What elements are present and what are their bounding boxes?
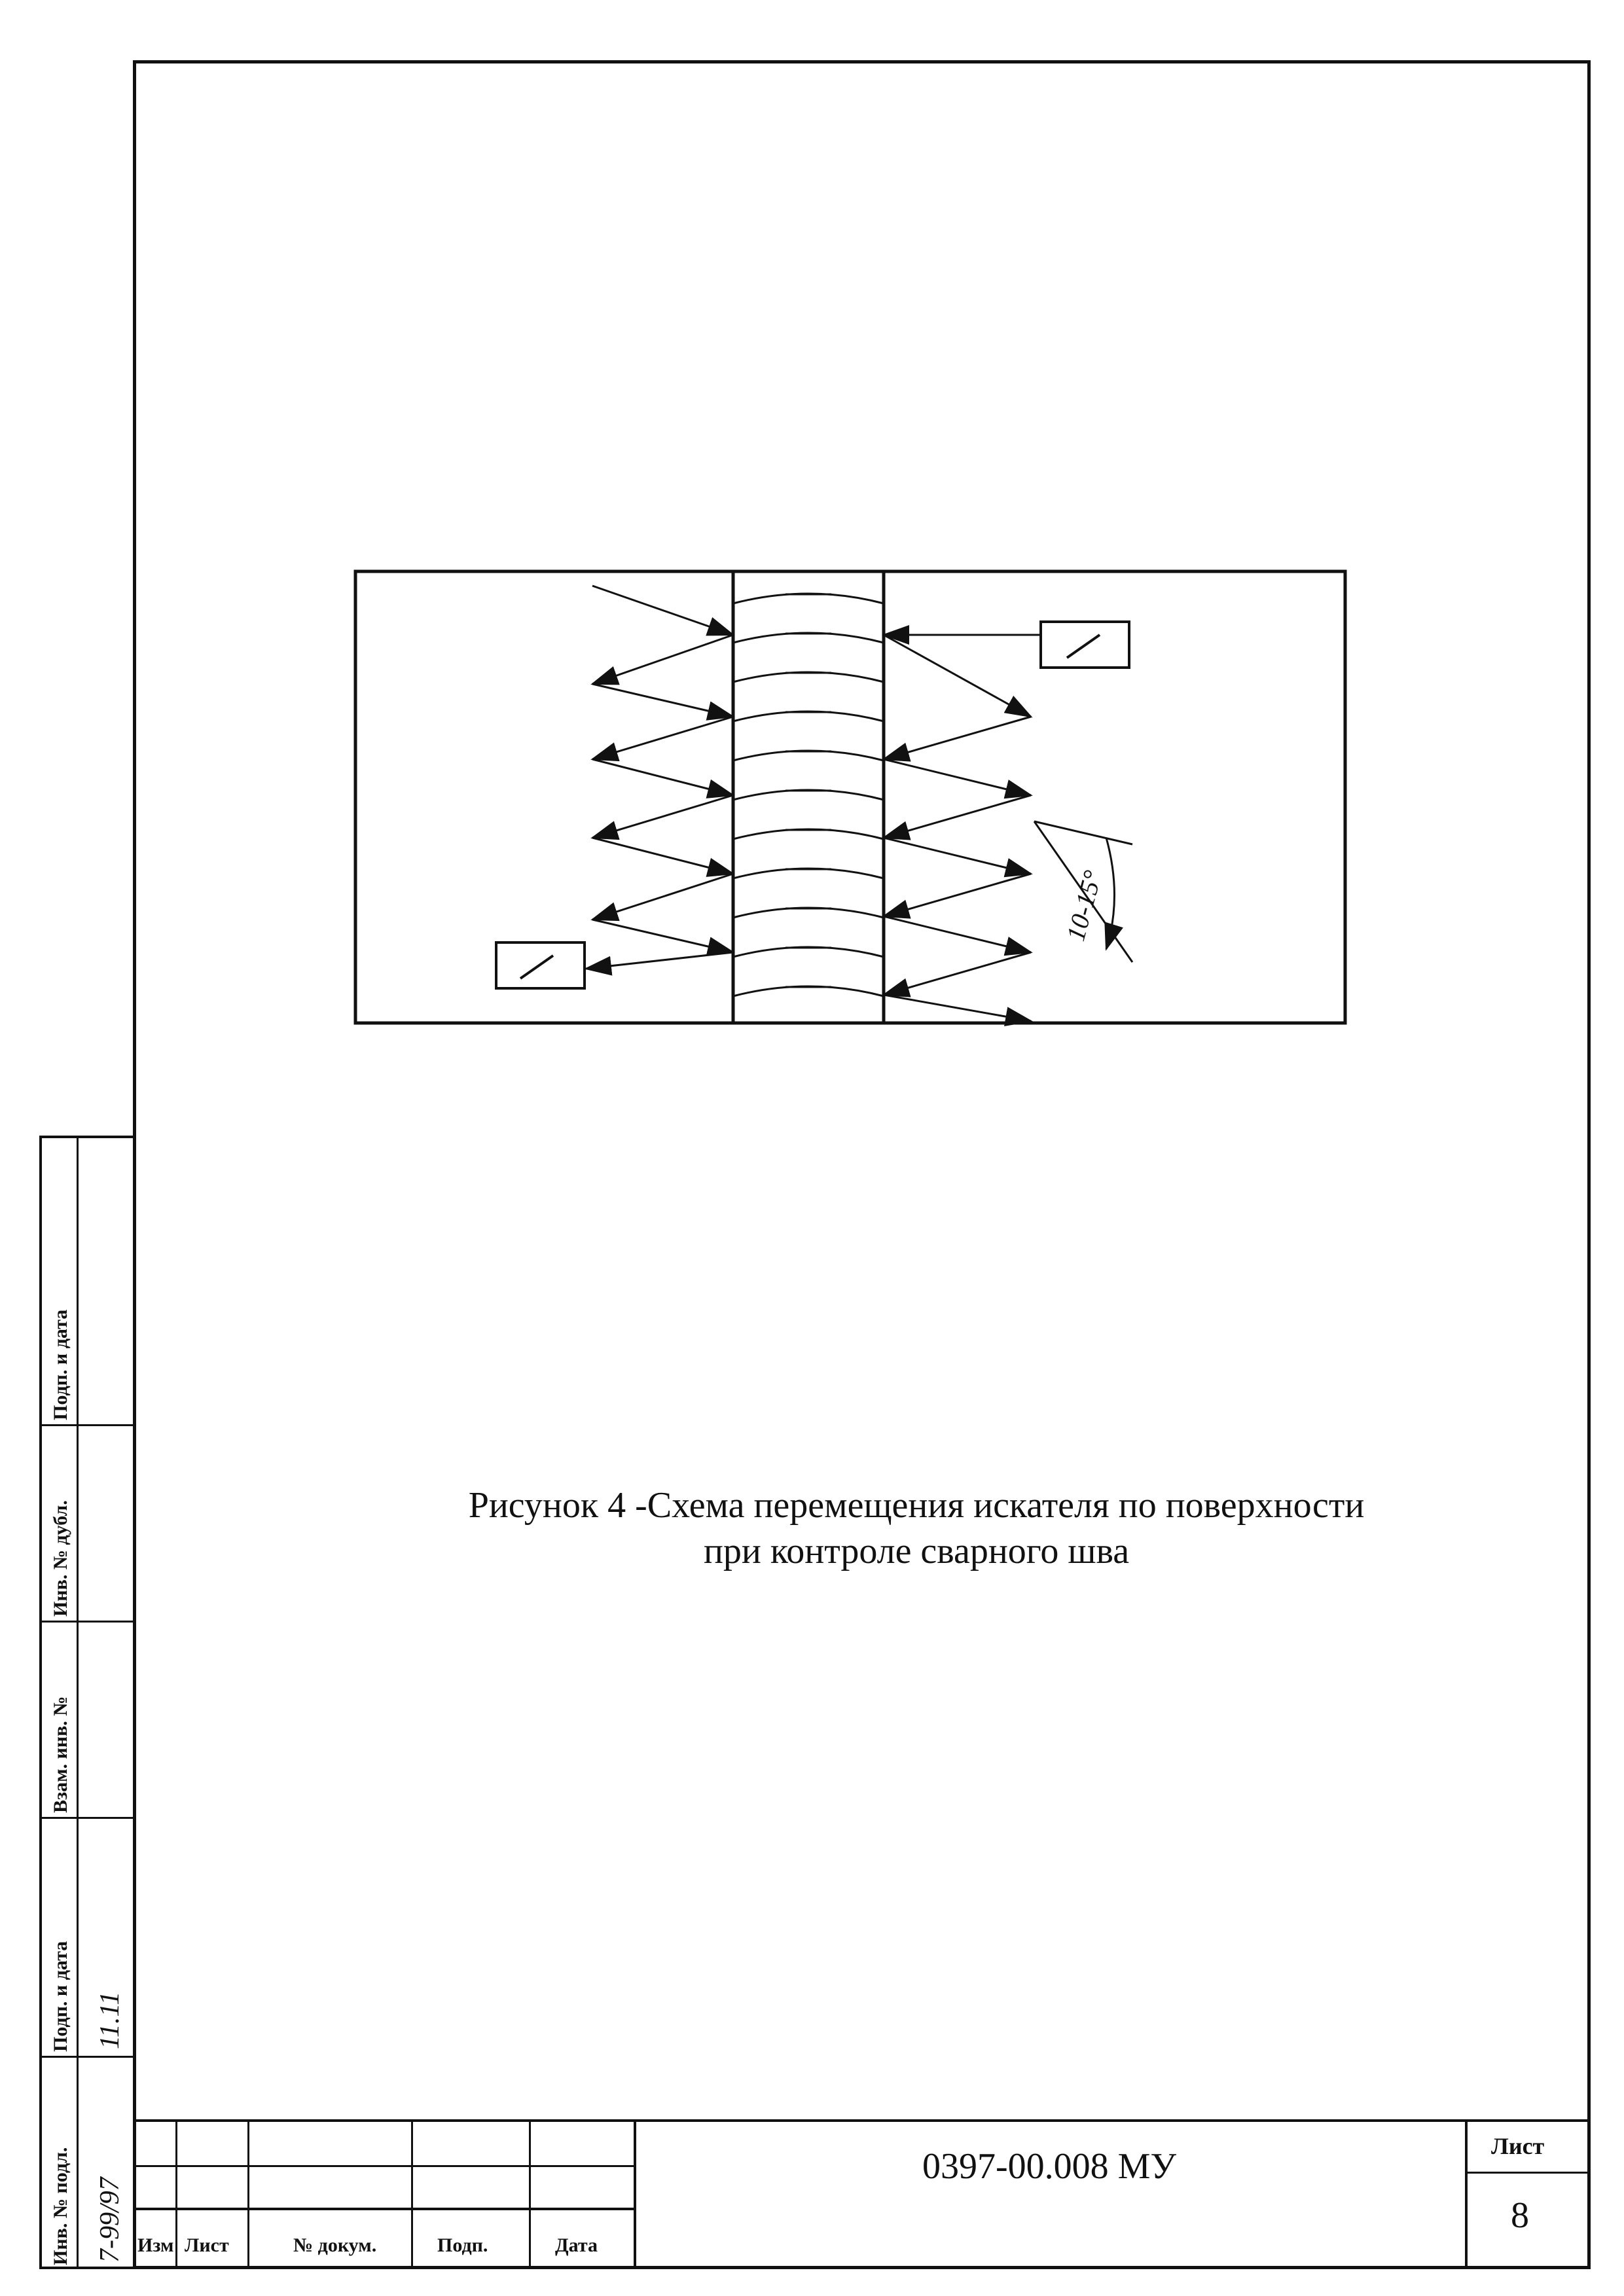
scan-path-right bbox=[884, 635, 1031, 717]
scan-paths bbox=[586, 586, 1041, 1021]
probe-left bbox=[496, 942, 585, 988]
tb-label-sign: Подп. bbox=[437, 2234, 488, 2256]
side-label-sign-date-2: Подп. и дата bbox=[50, 1309, 71, 1420]
side-cell-sign-date bbox=[42, 1819, 133, 2058]
scan-path-left bbox=[592, 717, 733, 759]
scan-path-right bbox=[884, 759, 1031, 795]
weld-scan-diagram bbox=[353, 569, 1348, 1028]
tb-label-doc: № докум. bbox=[293, 2234, 377, 2256]
side-label-sign-date: Подп. и дата bbox=[50, 1941, 71, 2052]
side-cell-replace bbox=[42, 1623, 133, 1819]
scan-path-right bbox=[884, 795, 1031, 838]
scan-path-right bbox=[884, 838, 1031, 874]
side-label-inv: Инв. № подл. bbox=[50, 2147, 71, 2265]
probe-right bbox=[1041, 622, 1129, 668]
caption-line-2: при контроле сварного шва bbox=[703, 1531, 1130, 1571]
scan-path-left bbox=[586, 952, 733, 969]
sheet-number: 8 bbox=[1511, 2195, 1529, 2236]
tb-label-date: Дата bbox=[555, 2234, 598, 2256]
side-stamp bbox=[39, 1136, 133, 2269]
title-block bbox=[136, 2119, 1587, 2266]
scan-path-right bbox=[884, 995, 1031, 1021]
caption-line-1: Рисунок 4 -Схема перемещения искателя по поверхности bbox=[468, 1485, 1365, 1526]
side-cell-sign-date-2 bbox=[42, 1138, 133, 1426]
angle-label: 10-15° bbox=[1060, 867, 1108, 944]
scan-path-left bbox=[592, 635, 733, 684]
diagram-svg bbox=[353, 569, 1348, 1028]
side-value-sign: 11.11 bbox=[95, 1991, 125, 2049]
side-cell-dup bbox=[42, 1426, 133, 1623]
figure-caption bbox=[360, 1482, 1473, 1574]
side-label-dup: Инв. № дубл. bbox=[50, 1500, 71, 1617]
scan-path-left bbox=[592, 586, 733, 635]
drawing-frame bbox=[133, 60, 1591, 2269]
document-code: 0397-00.008 МУ bbox=[922, 2146, 1177, 2187]
weld-ripples bbox=[733, 594, 884, 996]
angle-indicator bbox=[1034, 821, 1132, 962]
tb-label-list: Лист bbox=[185, 2234, 229, 2256]
scan-path-left bbox=[592, 920, 733, 952]
scan-path-left bbox=[592, 874, 733, 920]
scan-path-left bbox=[592, 838, 733, 874]
scan-path-left bbox=[592, 795, 733, 838]
side-label-replace: Взам. инв. № bbox=[50, 1696, 71, 1813]
sheet-label: Лист bbox=[1491, 2133, 1545, 2159]
scan-path-right bbox=[884, 874, 1031, 916]
scan-path-left bbox=[592, 684, 733, 717]
side-cell-inv bbox=[42, 2058, 133, 2269]
side-value-inv: 7-99/97 bbox=[95, 2177, 125, 2263]
scan-path-left bbox=[592, 759, 733, 795]
scan-path-right bbox=[884, 952, 1031, 995]
scan-path-right bbox=[884, 717, 1031, 759]
tb-label-izm: Изм bbox=[137, 2234, 174, 2256]
scan-path-right bbox=[884, 916, 1031, 952]
